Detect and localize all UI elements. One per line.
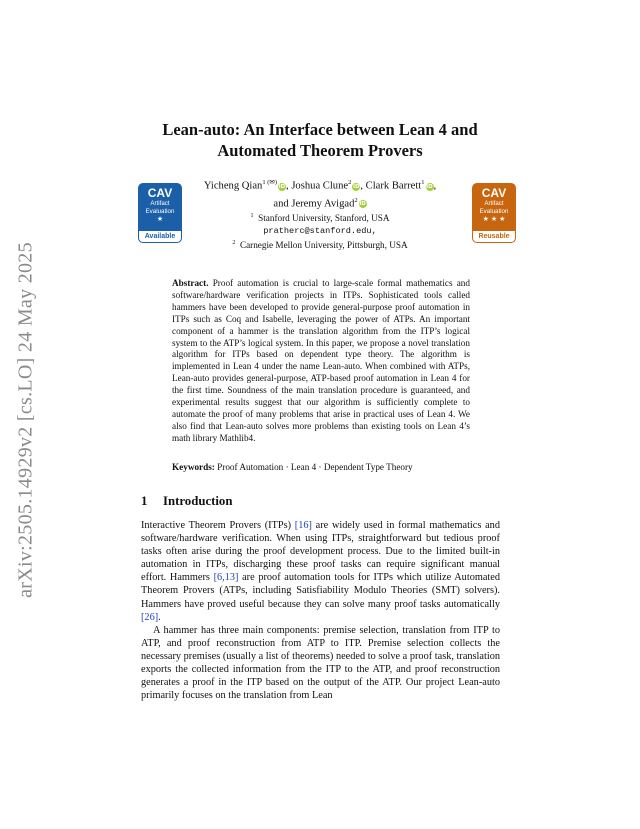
orcid-icon[interactable]: iD [353, 183, 360, 190]
email-address[interactable]: pratherc@stanford.edu, [263, 225, 377, 236]
affiliation-number: 1 [250, 213, 254, 219]
author-affiliation-mark: 2 [348, 179, 352, 186]
paragraph [141, 519, 500, 624]
author-name: Yicheng Qian [203, 180, 263, 192]
badge-footer: Reusable [473, 231, 515, 242]
orcid-icon[interactable]: iD [278, 183, 286, 190]
arxiv-stamp [6, 235, 46, 605]
abstract-text: Proof automation is crucial to large-scale formal mathematics and software/hardware verification projects in ITPs. Sophisticated tools called hammers have been developed to provide general-purpose proof automation in ITPs such as Coq and Isabelle, leveraging the power of ATPs. An important component of a hammer is the translation algorithm from the ITP’s logical system to the ATP’s logical system. In this paper, we propose a novel translation algorithm for ITPs based on dependent type theory. The algorithm is implemented in Lean 4 under the name Lean-auto. When combined with ATPs, Lean-auto provides general-purpose, ATP-based proof automation in Lean 4 for the first time. Soundness of the main translation procedure is guaranteed, and experimental results suggest that our algorithm is sufficiently complete to automate the proof of many problems that arise in practical uses of Lean 4. We also find that Lean-auto solves more problems than existing tools on Lean 4’s math library Mathlib4. [172, 278, 470, 443]
keywords-label: Keywords: [172, 462, 215, 472]
citation-link[interactable]: [6,13] [213, 572, 239, 584]
title-line-1: Lean-auto: An Interface between Lean 4 and [162, 120, 478, 139]
author-list [160, 176, 480, 211]
section-heading [141, 494, 232, 509]
author-line-1: Yicheng Qian$^{1 (✉)}$iD, Joshua Clune$^2$iD, Clark Barrett$^1$iD, [203, 179, 437, 192]
paragraph-text: A hammer has three main components: premise selection, translation from ITP to ATP, and proof reconstruction from ATP to ITP. Premise selection collects the necessary premises (usually a list of theorems) needed to solve a proof task, translation exports the collected information from the ITP to the ATP, and proof reconstruction generates a proof in the ITP based on the output of the ATP. Our project Lean-auto primarily focuses on the translation from Lean [141, 624, 500, 702]
abstract [172, 278, 470, 445]
author-name: Clark Barrett [365, 180, 422, 192]
author-affiliation-mark: 2 [354, 196, 358, 204]
abstract-label: Abstract. [172, 278, 209, 288]
keywords-text: Proof Automation · Lean 4 · Dependent Type Theory [217, 462, 413, 472]
paragraph [141, 624, 500, 703]
author-affiliation-mark: 1 [421, 179, 425, 186]
author-line-2 [160, 194, 480, 212]
paragraph-text: are widely used in formal mathematics and software/hardware verification. When using ITPs, straightforward but tedious proof tasks often arise during the proof development process. Due to the limited built-in automation in ITPs, discharging these proof tasks can require significant manual effort. Hammers [141, 520, 500, 584]
email-text: pratherc@stanford.edu [263, 225, 372, 236]
affiliation-text: Stanford University, Stanford, USA [258, 213, 390, 224]
badge-artifact-label: Artifact [484, 200, 504, 207]
paragraph-text: . [158, 611, 161, 623]
citation-link[interactable]: [26] [141, 611, 159, 623]
section-body [141, 519, 500, 702]
affiliations [160, 210, 480, 252]
arxiv-stamp-text: arXiv:2505.14929v2 [cs.LO] 24 May 2025 [14, 242, 37, 598]
paragraph-text: Interactive Theorem Provers (ITPs) [141, 520, 295, 531]
author-name: Joshua Clune [291, 180, 349, 192]
orcid-icon[interactable]: iD [426, 183, 433, 190]
keywords [172, 461, 470, 473]
orcid-icon[interactable]: iD [359, 201, 366, 208]
title-line-2: Automated Theorem Provers [217, 141, 423, 160]
badge-footer: Available [139, 231, 181, 242]
affiliation-number: 2 [232, 240, 236, 247]
affiliation-1 [160, 210, 480, 225]
affiliation-text: Carnegie Mellon University, Pittsburgh, USA [239, 240, 408, 251]
affiliation-2 [160, 237, 480, 252]
paragraph-text: are proof automation tools for ITPs which utilize Automated Theorem Provers (ATPs, including Satisfiability Modulo Theories (SMT) solvers). Hammers have proved useful because they can solve many proof tasks automatically [141, 572, 501, 610]
badge-evaluation-label: Evaluation [145, 207, 175, 215]
badge-cav-label: CAV [147, 186, 173, 200]
section-title: Introduction [163, 494, 233, 508]
author-affiliation-mark: 1 (✉) [262, 179, 278, 186]
star-icon: ★ [156, 216, 164, 223]
section-number: 1 [141, 494, 148, 508]
badge-artifact-label: Artifact [150, 200, 170, 207]
badge-cav-label: CAV [481, 186, 507, 200]
badge-evaluation-label: Evaluation [479, 207, 509, 215]
paper-title [110, 119, 530, 161]
author-name: and Jeremy Avigad [273, 198, 355, 210]
star-icon: ★ ★ ★ [482, 216, 506, 223]
citation-link[interactable]: [16] [294, 520, 312, 531]
